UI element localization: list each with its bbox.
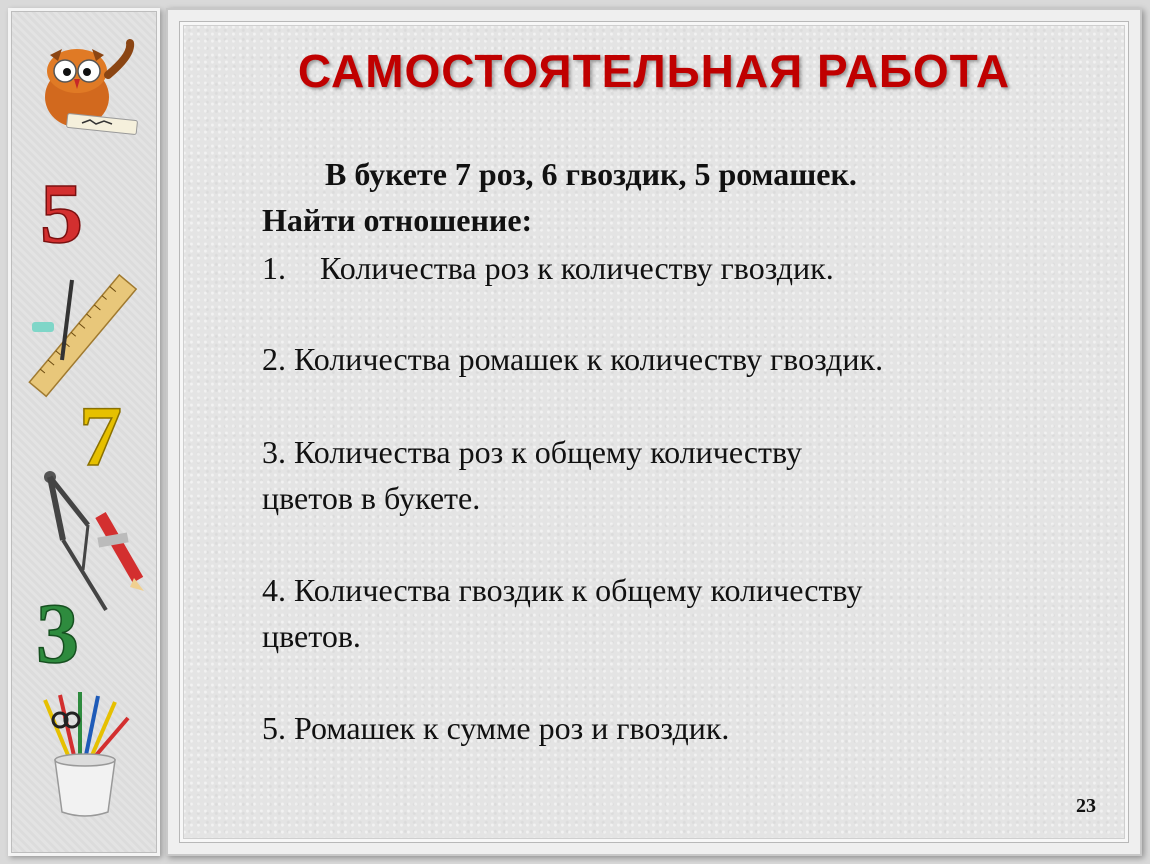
list-item	[262, 246, 834, 290]
list-item-continuation: цветов в букете.	[262, 480, 481, 516]
digit-three-icon	[30, 590, 110, 675]
list-item-text: Количества роз к количеству гвоздик.	[320, 250, 834, 286]
digit-seven-icon	[75, 395, 145, 475]
svg-text:7: 7	[79, 395, 122, 475]
list-item: 5. Ромашек к сумме роз и гвоздик.	[262, 710, 730, 746]
svg-text:5: 5	[40, 170, 83, 255]
list-item-number: 1.	[262, 250, 286, 286]
ruler-icon	[22, 270, 142, 400]
owl-icon	[22, 35, 152, 135]
list-item: 2. Количества ромашек к количеству гвоздик.	[262, 341, 884, 377]
digit-five-icon	[30, 170, 110, 255]
slide-number: 23	[1076, 795, 1096, 817]
list-item: 4. Количества гвоздик к общему количеству	[262, 572, 863, 608]
list-item: 3. Количества роз к общему количеству	[262, 434, 803, 470]
slide-title: САМОСТОЯТЕЛЬНАЯ РАБОТА	[297, 45, 1011, 97]
list-item-continuation: цветов.	[262, 618, 361, 654]
pencil-cup-icon	[30, 690, 140, 820]
svg-text:3: 3	[36, 590, 79, 675]
task-label: Найти отношение:	[262, 202, 533, 238]
problem-statement: В букете 7 роз, 6 гвоздик, 5 ромашек.	[325, 156, 857, 192]
